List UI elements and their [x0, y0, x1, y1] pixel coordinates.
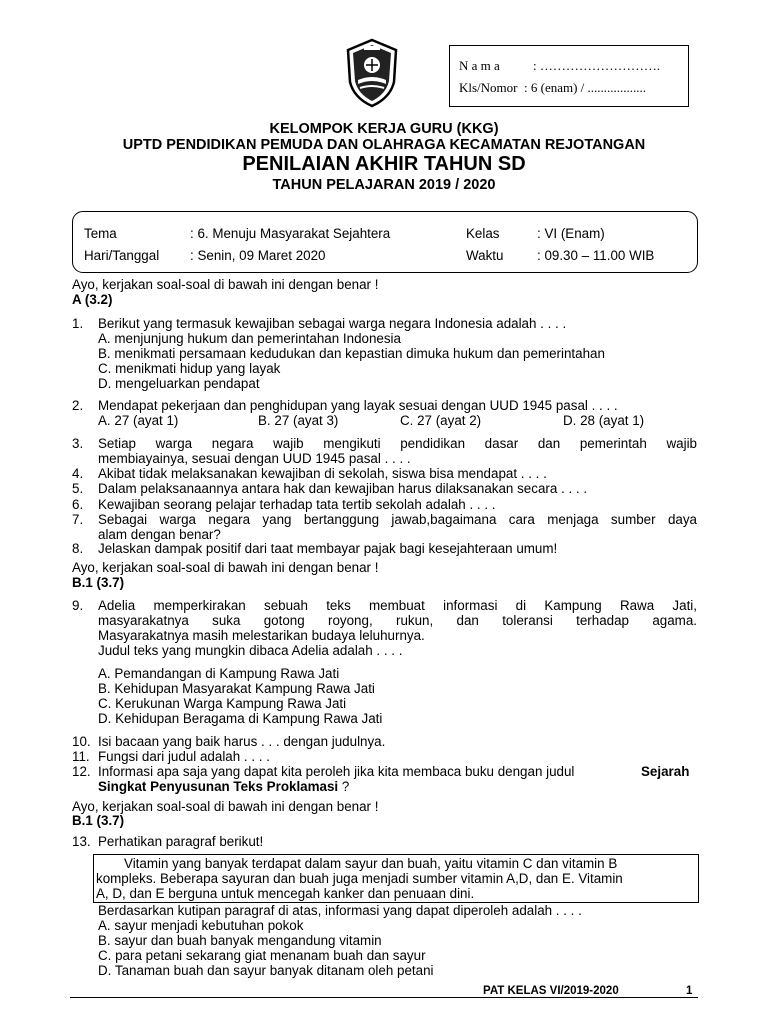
question-number: 11. [72, 749, 90, 764]
question-13-option-d: D. Tanaman buah dan sayur banyak ditanam oleh petani [98, 963, 434, 978]
question-9-text-line1: Adelia memperkirakan sebuah teks membuat informasi di Kampung Rawa Jati, [98, 598, 697, 613]
question-9-option-a: A. Pemandangan di Kampung Rawa Jati [98, 666, 340, 681]
question-2-option-a: A. 27 (ayat 1) [98, 413, 179, 428]
header-office-name: UPTD PENDIDIKAN PEMUDA DAN OLAHRAGA KECAMATAN REJOTANGAN [122, 137, 646, 153]
kelas-value: : VI (Enam) [537, 226, 605, 241]
hari-label: Hari/Tanggal [84, 248, 160, 263]
kelas-label: Kelas [466, 226, 500, 241]
page-title: PENILAIAN AKHIR TAHUN SD [242, 153, 526, 175]
footer-label: PAT KELAS VI/2019-2020 [483, 985, 619, 997]
section-a-instruction: Ayo, kerjakan soal-soal di bawah ini dengan benar ! [72, 277, 379, 292]
question-12-bold-title-part2: Singkat Penyusunan Teks Proklamasi [98, 779, 339, 794]
question-12-bold-title-part1: Sejarah [641, 764, 690, 779]
question-11-text: Fungsi dari judul adalah . . . . [98, 749, 270, 764]
question-number: 3. [72, 436, 84, 451]
tema-label: Tema [84, 226, 117, 241]
class-number-field[interactable]: : 6 (enam) / .................. [524, 80, 647, 95]
question-13-option-b: B. sayur dan buah banyak mengandung vitamin [98, 933, 382, 948]
question-3-text-line1: Setiap warga negara wajib mengikuti pendidikan dasar dan pemerintah wajib [98, 436, 697, 451]
student-identity-box [449, 45, 689, 107]
header-org-name: KELOMPOK KERJA GURU (KKG) [269, 121, 499, 137]
question-number: 10. [72, 734, 91, 749]
name-field[interactable]: : ………………………. [533, 58, 661, 73]
question-12-text: Informasi apa saja yang dapat kita peroleh jika kita membaca buku dengan judul [98, 764, 575, 779]
question-13-option-c: C. para petani sekarang giat menanam buah dan sayur [98, 948, 426, 963]
question-number: 1. [72, 316, 84, 331]
question-10-text: Isi bacaan yang baik harus . . . dengan judulnya. [98, 734, 386, 749]
question-1-option-b: B. menikmati persamaan kedudukan dan kepastian dimuka hukum dan pemerintahan [98, 346, 605, 361]
question-9-option-d: D. Kehidupan Beragama di Kampung Rawa Jati [98, 711, 383, 726]
question-1-option-d: D. mengeluarkan pendapat [98, 376, 260, 391]
hari-value: : Senin, 09 Maret 2020 [190, 248, 326, 263]
name-label: N a m a [459, 58, 500, 73]
question-2-option-b: B. 27 (ayat 3) [258, 413, 339, 428]
question-3-text-line2: membiayainya, sesuai dengan UUD 1945 pasal . . . . [98, 451, 411, 466]
question-13-option-a: A. sayur menjadi kebutuhan pokok [98, 918, 304, 933]
question-7-text-line2: alam dengan benar? [98, 527, 221, 542]
question-9-option-b: B. Kehidupan Masyarakat Kampung Rawa Jati [98, 681, 375, 696]
question-4-text: Akibat tidak melaksanakan kewajiban di sekolah, siswa bisa mendapat . . . . [98, 466, 547, 481]
academic-year: TAHUN PELAJARAN 2019 / 2020 [272, 177, 496, 193]
question-9-text-line3: Masyarakatnya masih melestarikan budaya leluhurnya. [98, 628, 425, 643]
question-number: 2. [72, 398, 84, 413]
question-number: 9. [72, 598, 84, 613]
quote-line1: Vitamin yang banyak terdapat dalam sayur dan buah, yaitu vitamin C dan vitamin B [124, 856, 618, 871]
question-1-text: Berikut yang termasuk kewajiban sebagai warga negara Indonesia adalah . . . . [98, 316, 567, 331]
question-13-text: Perhatikan paragraf berikut! [98, 834, 264, 849]
question-2-text: Mendapat pekerjaan dan penghidupan yang layak sesuai dengan UUD 1945 pasal . . . . [98, 398, 618, 413]
question-number: 4. [72, 466, 84, 481]
question-7-text-line1: Sebagai warga negara yang bertanggung jawab,bagaimana cara menjaga sumber daya [98, 512, 697, 527]
question-8-text: Jelaskan dampak positif dari taat membayar pajak bagi kesejahteraan umum! [98, 541, 558, 556]
question-1-option-a: A. menjunjung hukum dan pemerintahan Indonesia [98, 331, 401, 346]
question-5-text: Dalam pelaksanaannya antara hak dan kewajiban harus dilaksanakan secara . . . . [98, 481, 588, 496]
question-6-text: Kewajiban seorang pelajar terhadap tata tertib sekolah adalah . . . . [98, 497, 496, 512]
question-12-tail: ? [338, 779, 350, 794]
section-b1-code: B.1 (3.7) [72, 575, 125, 590]
section-a-code: A (3.2) [72, 292, 113, 307]
section-b2-instruction: Ayo, kerjakan soal-soal di bawah ini dengan benar ! [72, 799, 379, 814]
quote-line2: kompleks. Beberapa sayuran dan buah juga menjadi sumber vitamin A,D, dan E. Vitamin [96, 871, 623, 886]
class-number-label: Kls/Nomor [459, 80, 518, 95]
question-2-option-c: C. 27 (ayat 2) [400, 413, 482, 428]
page-number: 1 [686, 985, 693, 997]
question-12-line2 [98, 779, 349, 794]
regency-emblem-logo [344, 38, 400, 108]
question-number: 7. [72, 512, 84, 527]
exam-info-box [72, 211, 698, 273]
question-9-text-line2: masyarakatnya suka gotong royong, rukun, dan toleransi terhadap agama. [98, 613, 697, 628]
question-9-text-line4: Judul teks yang mungkin dibaca Adelia adalah . . . . [98, 643, 403, 658]
question-number: 6. [72, 497, 84, 512]
quote-line3: A, D, dan E berguna untuk mencegah kanker dan penuaan dini. [96, 886, 475, 901]
section-b1-instruction: Ayo, kerjakan soal-soal di bawah ini dengan benar ! [72, 560, 379, 575]
question-number: 13. [72, 834, 91, 849]
section-b2-code: B.1 (3.7) [72, 813, 125, 828]
tema-value: : 6. Menuju Masyarakat Sejahtera [190, 226, 391, 241]
question-number: 12. [72, 764, 91, 779]
question-1-option-c: C. menikmati hidup yang layak [98, 361, 281, 376]
question-number: 5. [72, 481, 84, 496]
waktu-label: Waktu [466, 248, 504, 263]
waktu-value: : 09.30 – 11.00 WIB [537, 248, 655, 263]
question-2-option-d: D. 28 (ayat 1) [563, 413, 645, 428]
question-9-option-c: C. Kerukunan Warga Kampung Rawa Jati [98, 696, 347, 711]
question-number: 8. [72, 541, 84, 556]
question-13-prompt: Berdasarkan kutipan paragraf di atas, informasi yang dapat diperoleh adalah . . . . [98, 903, 582, 918]
